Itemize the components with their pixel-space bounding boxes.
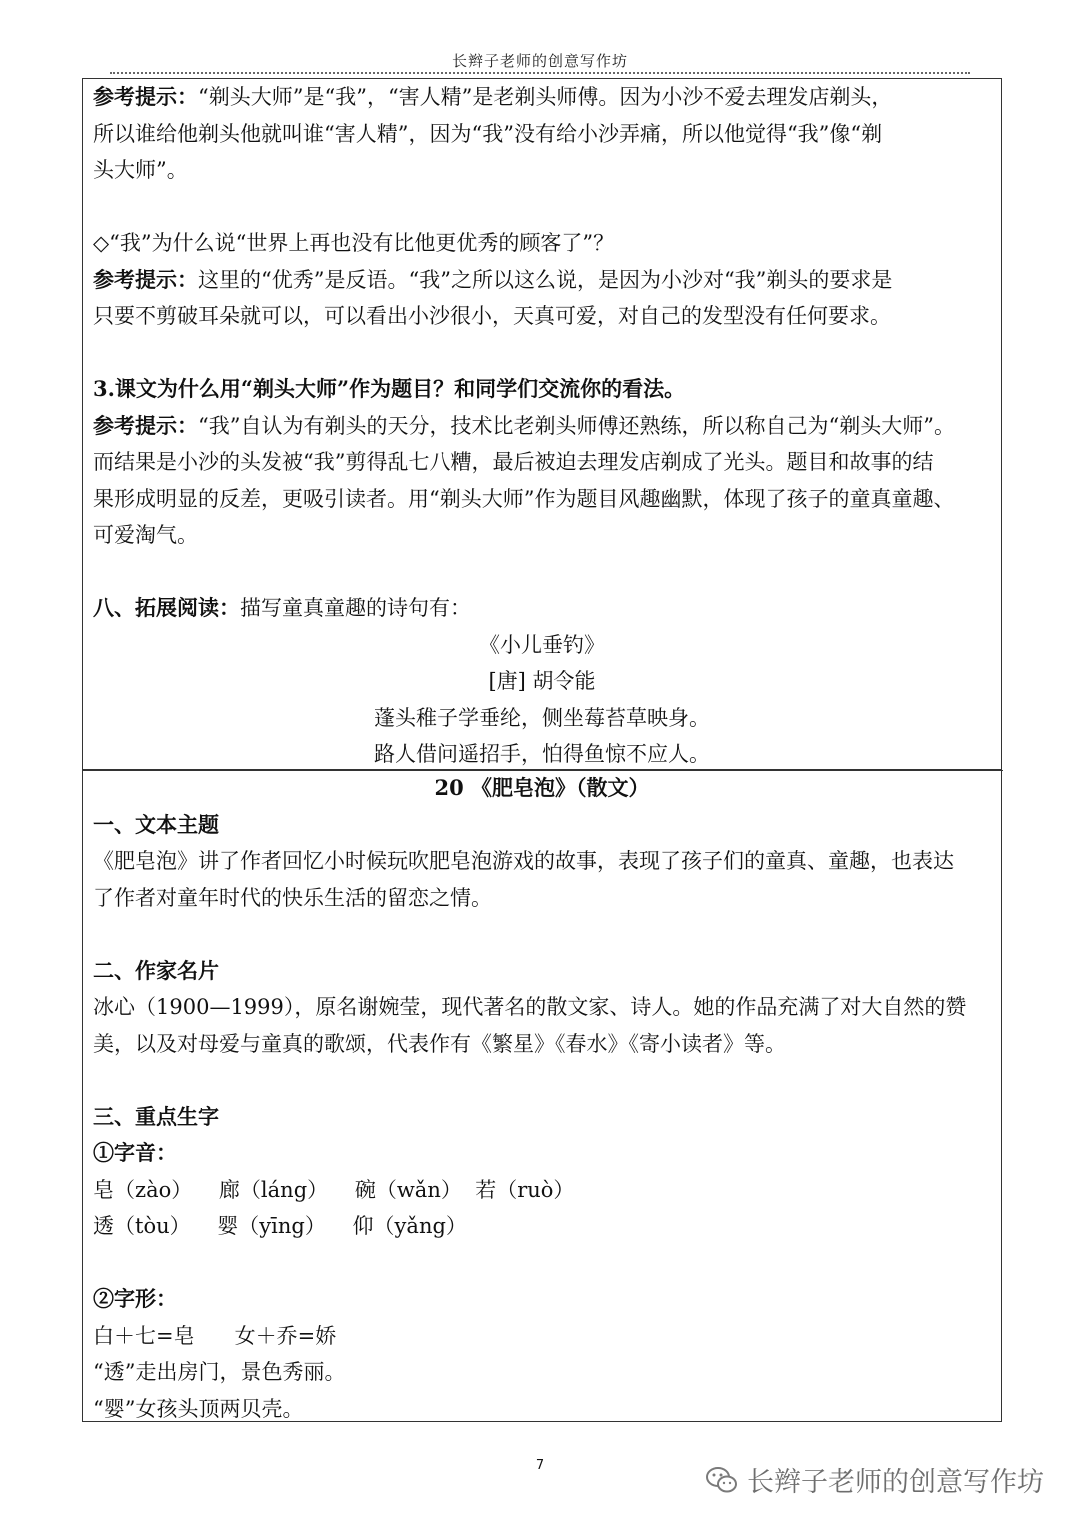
hint-label: 参考提示： [93, 266, 198, 292]
theme-paragraph: 《肥皂泡》讲了作者回忆小时候玩吹肥皂泡游戏的故事，表现了孩子们的童真、童趣，也表达 了作者对童年时代的快乐生活的留恋之情。 [93, 849, 954, 910]
shape-line: “透”走出房门，景色秀丽。 [93, 1360, 346, 1384]
question-3: 3.课文为什么用“剃头大师”作为题目？和同学们交流你的看法。 [93, 376, 686, 401]
hint-label: 参考提示： [93, 412, 198, 438]
poem-author: [唐] 胡令能 [488, 669, 596, 693]
section-heading-theme: 一、文本主题 [93, 811, 219, 837]
pronunciation-heading: ①字音： [93, 1140, 177, 1165]
pronunciation-row: 透（tòu） 婴（yīng） 仰（yǎng） [93, 1214, 467, 1238]
pronunciation-row: 皂（zào） 廊（láng） 碗（wǎn） 若（ruò） [93, 1177, 575, 1202]
section-heading-author: 二、作家名片 [93, 957, 219, 983]
poem-title: 《小儿垂钓》 [479, 632, 605, 657]
hint-paragraph-3: 参考提示：“我”自认为有剃头的天分，技术比老剃头师傅还熟练，所以称自己为“剃头大师”。 而结果是小沙的头发被“我”剪得乱七八糟，最后被迫去理发店剃成了光头。题目和故事的结 果形成明显的反差，更吸引读者。用“剃头大师”作为题目风趣幽默，体现了孩子的童真童趣、 可爱淘气。 [93, 412, 955, 547]
lesson-title: 20 《肥皂泡》（散文） [434, 775, 650, 800]
shape-line: 白＋七=皂 女＋乔=娇 [93, 1323, 337, 1348]
page-header: 长辫子老师的创意写作坊 [451, 52, 628, 70]
page-number: 7 [535, 1458, 545, 1473]
hint-paragraph-1: 参考提示：“剃头大师”是“我”，“害人精”是老剃头师傅。因为小沙不爱去理发店剃头， 所以谁给他剃头他就叫谁“害人精”，因为“我”没有给小沙弄痛，所以他觉得“我”像“剃 头大师”。 [93, 84, 893, 182]
hint-paragraph-2: 参考提示：这里的“优秀”是反语。“我”之所以这么说，是因为小沙对“我”剃头的要求是 只要不剪破耳朵就可以，可以看出小沙很小，天真可爱，对自己的发型没有任何要求。 [93, 266, 893, 328]
table-cell-lower [82, 770, 1002, 1422]
question-2: ◇“我”为什么说“世界上再也没有比他更优秀的顾客了”？ [93, 231, 615, 255]
table-cell-upper [82, 78, 1002, 770]
shape-line: “婴”女孩头顶两贝壳。 [93, 1396, 304, 1421]
poem-line: 蓬头稚子学垂纶，侧坐莓苔草映身。 [374, 705, 710, 730]
shape-heading: ②字形： [93, 1286, 177, 1311]
hint-label: 参考提示： [93, 84, 198, 109]
watermark [705, 1460, 1044, 1499]
extended-reading: 八、拓展阅读：描写童真童趣的诗句有： [93, 595, 471, 620]
section-heading-characters: 三、重点生字 [93, 1103, 219, 1129]
header-divider [110, 72, 970, 74]
author-paragraph: 冰心（1900—1999），原名谢婉莹，现代著名的散文家、诗人。她的作品充满了对大自然的赞 美，以及对母爱与童真的歌颂，代表作有《繁星》《春水》《寄小读者》等。 [93, 995, 967, 1056]
poem-line: 路人借问遥招手，怕得鱼惊不应人。 [374, 742, 710, 766]
watermark-text: 长辫子老师的创意写作坊 [747, 1467, 1044, 1498]
wechat-icon [705, 1465, 739, 1495]
